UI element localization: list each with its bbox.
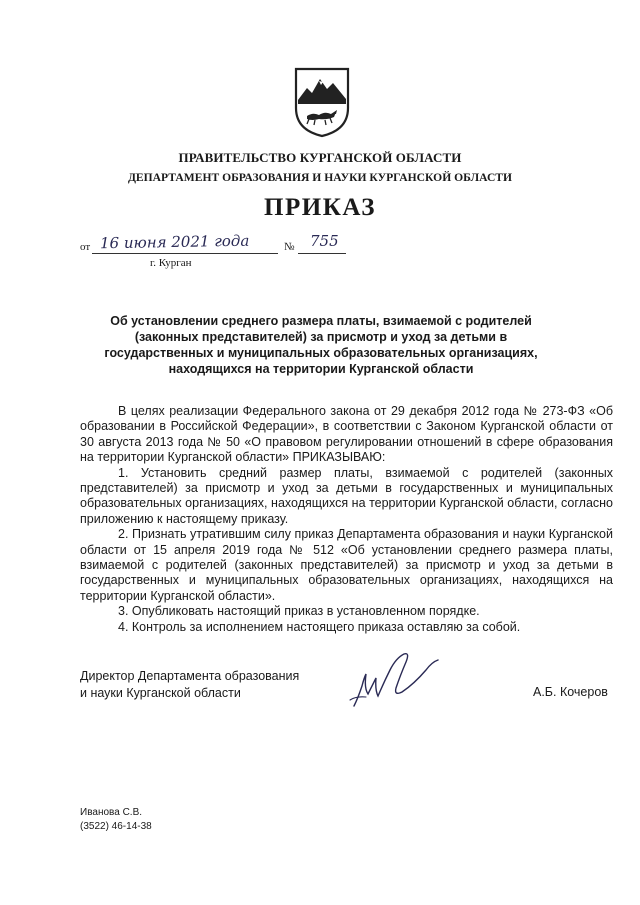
preamble-paragraph: В целях реализации Федерального закона от 29 декабря 2012 года № 273-ФЗ «Об образовании в Российской Федерации», в соответствии с Законом Курганской области от 30 августа 2013 года № 50 «О правовом регулировании отношений в сфере образования на территории Курганской области» ПРИКАЗЫВАЮ: [80,404,613,465]
signatory-position-line1: Директор Департамента образования [80,669,300,683]
number-prefix: № [284,241,295,253]
coat-of-arms-emblem [293,66,351,138]
signatory-position [80,668,299,702]
signatory-name: А.Б. Кочеров [533,685,608,699]
order-subject: Об установлении среднего размера платы, взимаемой с родителей (законных представителей) за присмотр и уход за детьми в государственных и муниципальных образовательных организациях, находящихся на территории Курганской области [104,314,538,376]
organization-name: ПРАВИТЕЛЬСТВО КУРГАНСКОЙ ОБЛАСТИ [178,150,462,165]
handwritten-date: 16 июня 2021 года [99,231,250,253]
date-underline [92,253,278,254]
order-body [80,404,613,635]
executor-phone: (3522) 46-14-38 [80,821,152,832]
date-prefix: от [80,241,91,253]
handwritten-number: 755 [310,232,339,250]
number-underline [298,253,346,254]
order-item-3: 3. Опубликовать настоящий приказ в установленном порядке. [118,604,480,619]
document-type-title: ПРИКАЗ [264,194,376,221]
handwritten-signature [348,648,444,712]
executor-info [80,806,152,834]
order-item-2: 2. Признать утратившим силу приказ Департамента образования и науки Курганской области от 15 апреля 2019 года № 512 «Об установлении среднего размера платы, взимаемой с родителей (законных представителей) за присмотр и уход за детьми в государственных и муниципальных образовательных организациях, находящихся на территории Курганской области». [80,527,613,603]
city-label: г. Курган [150,257,192,269]
order-item-1: 1. Установить средний размер платы, взимаемой с родителей (законных представителей) за присмотр и уход за детьми в государственных и муниципальных образовательных организациях, находящихся на территории Курганской области, согласно приложению к настоящему приказу. [80,465,613,526]
order-item-4: 4. Контроль за исполнением настоящего приказа оставляю за собой. [118,619,521,634]
executor-name: Иванова С.В. [80,807,143,818]
department-name: ДЕПАРТАМЕНТ ОБРАЗОВАНИЯ И НАУКИ КУРГАНСКОЙ ОБЛАСТИ [127,171,513,184]
signatory-position-line2: и науки Курганской области [80,686,241,700]
